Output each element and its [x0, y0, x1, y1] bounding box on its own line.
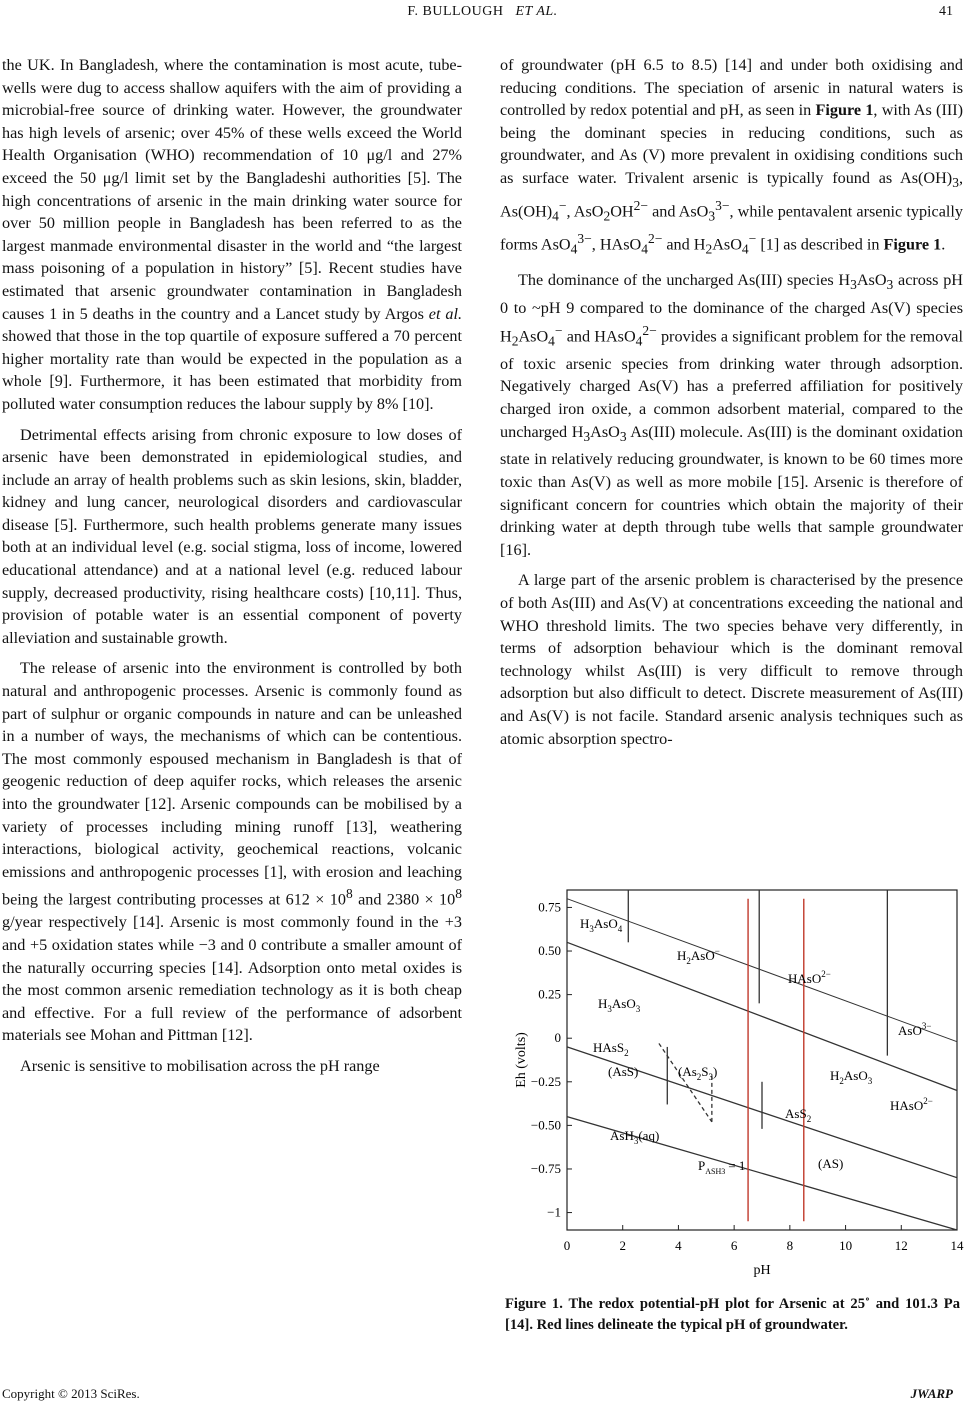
- label-p-ash3: $P_{ASH3} = 1$: [698, 1158, 746, 1176]
- label-as2s3: $(As_2S_3)$: [678, 1064, 718, 1082]
- paragraph: A large part of the arsenic problem is characterised by the presence of both As(III) and As(V) at concentrations exceeding the national and WHO threshold limits. The two species behave very differently, in terms of adsorption behaviour which is the dominant removal technology whilst As(III) is very difficult to remove through adsorption but also difficult to detect. Discrete measurement of As(III) and As(V) is not facile. Standard arsenic analysis techniques such as atomic absorption spectro-: [500, 571, 963, 748]
- x-tick-label: 8: [786, 1238, 794, 1253]
- figure-reference[interactable]: Figure 1: [883, 235, 942, 254]
- label-ash3: AsH$_3$(aq): [610, 1128, 660, 1146]
- header-authors: F. BULLOUGH ET AL.: [407, 4, 558, 19]
- label-as-solid: (AS): [818, 1156, 844, 1171]
- label-h2aso4: $H_2AsO^-$: [677, 946, 720, 966]
- x-tick-label: 4: [675, 1238, 682, 1253]
- page-number: 41: [939, 4, 953, 19]
- paragraph: of groundwater (pH 6.5 to 8.5) [14] and under both oxidising and reducing conditions. The speciation of arsenic in natural waters is controlled by redox potential and pH, as seen in Figure 1, with As (III) being the dominant species in reducing conditions, such as groundwater, and As (V) more prevalent in oxidising conditions such as surface water. Trivalent arsenic is typically found as $As(OH)_3$, $As(OH)_4^-$, $AsO_2OH^{2-}$ and AsO$_3^{3-}$, while pentavalent arsenic typically forms AsO$_4^{3-}$, HAsO$_4^{2-}$ and $H_2AsO_4^-$ [1] as described in Figure 1.: [500, 56, 964, 257]
- x-tick-label: 12: [894, 1238, 908, 1253]
- label-aso4: AsO$^{3-}$: [898, 1021, 932, 1038]
- label-h3aso3: $H_3AsO_3$: [598, 996, 641, 1014]
- left-column: [2, 54, 462, 1086]
- x-tick-label: 10: [839, 1238, 853, 1253]
- eh-ph-diagram: [505, 880, 965, 1280]
- y-tick-label: −0.50: [530, 1117, 561, 1133]
- running-header: [0, 4, 965, 26]
- right-column: [500, 54, 963, 758]
- label-h2aso3: $H_2AsO_3$: [830, 1068, 873, 1086]
- x-tick-label: 6: [730, 1238, 738, 1253]
- plot-frame: [567, 890, 957, 1230]
- label-h3aso4: $H_3AsO_4$: [580, 916, 623, 934]
- figure-caption: Figure 1. The redox potential-pH plot for Arsenic at 25˚ and 101.3 Pa [14]. Red lines delineate the typical pH of groundwater.: [505, 1296, 960, 1333]
- y-tick-label: −1: [547, 1204, 561, 1220]
- copyright: Copyright © 2013 SciRes.: [2, 1386, 140, 1401]
- y-tick-label: −0.25: [530, 1073, 561, 1089]
- label-ass2: AsS$_2$: [785, 1106, 812, 1124]
- x-tick-label: 14: [950, 1238, 964, 1253]
- journal-name: JWARP: [910, 1386, 953, 1401]
- y-tick-label: 0.25: [538, 986, 561, 1002]
- x-tick-label: 0: [563, 1238, 571, 1253]
- paragraph: The dominance of the uncharged As(III) species $H_3AsO_3$ across pH 0 to ~pH 9 compared to the dominance of the charged As(V) species $H_2AsO_4^-$ and HAsO$_4^{2-}$ provides a significant problem for the removal of toxic arsenic species from drinking water through adsorption. Negatively charged As(V) has a preferred affiliation for positively charged iron oxide, a common adsorbent material, compared to the uncharged $H_3AsO_3$ As(III) molecule. As(III) is the dominant oxidation state in relatively reducing groundwater, is known to be 60 times more toxic than As(V) as well as more mobile [15]. Arsenic is therefore of significant concern for countries which obtain the majority of their drinking water at depth through tube wells that sample groundwater [16].: [500, 271, 964, 559]
- y-tick-label: 0: [554, 1030, 561, 1046]
- y-tick-label: 0.75: [538, 899, 561, 915]
- label-hass2: HAsS$_2$: [593, 1040, 629, 1058]
- label-haso3: HAsO$^{2-}$: [890, 1096, 933, 1113]
- paragraph: Detrimental effects arising from chronic exposure to low doses of arsenic have been demonstrated in epidemiological studies, and include an array of health problems such as skin lesions, skin, bladder, kidney and lung cancer, neurological disorders and cardiovascular disease [5]. Furthermore, such health problems generate many issues both at an individual level (e.g. social stigma, loss of income, lowered educational attendance) and at a national level (e.g. reduced labour supply, decreased productivity, rising healthcare costs) [10,11]. Thus, provision of potable water is an essential component of poverty alleviation and sustainable growth.: [2, 425, 462, 647]
- x-axis-label: pH: [753, 1263, 771, 1278]
- paragraph: the UK. In Bangladesh, where the contamination is most acute, tube-wells were dug to access shallow aquifers with the aim of providing a microbial-free source of drinking water. However, the groundwater has high levels of arsenic; over 45% of these wells exceed the World Health Organisation (WHO) recommendation of 10 μg/l and 27% exceed the 50 μg/l limit set by the Bangladeshi authorities [5]. The high concentrations of arsenic in the main drinking water source for over 50 million people in Bangladesh has been referred to as the largest manmade environmental disaster in the world and “the largest mass poisoning of a population in history” [5]. Recent studies have estimated that arsenic groundwater contamination in Bangladesh causes 1 in 5 deaths in the country and a Lancet study by Argos et al. showed that those in the top quartile of exposure suffered a 70 percent higher mortality rate than would be expected in the population as a whole [9]. Furthermore, it has been estimated that morbidity from polluted water consumption reduces the labour supply by 8% [10].: [2, 56, 462, 413]
- x-tick-label: 2: [619, 1238, 626, 1253]
- label-ass: (AsS): [608, 1064, 639, 1079]
- figure-reference[interactable]: Figure 1: [815, 101, 874, 120]
- paragraph: The release of arsenic into the environment is controlled by both natural and anthropogenic processes. Arsenic is commonly found as part of sulphur or organic compounds in nature and can be unleashed in a number of ways, the mechanisms of which can be contentious. The most commonly espoused mechanism in Bangladesh is that of geogenic reduction of deep aquifer rocks, which releases the arsenic into the groundwater [12]. Arsenic compounds can be mobilised by a variety of processes including mining runoff [13], weathering interactions, biological activity, geochemical reactions, volcanic emissions and anthropogenic processes [1], with erosion and leaching being the largest contributing processes at $612 \times 10^8$ and $2380 \times 10^8$ g/year respectively [14]. Arsenic is most commonly found in the +3 and +5 oxidation states while −3 and 0 contribute a smaller amount of the naturally occurring species [14]. Adsorption onto metal oxides is the most common arsenic remediation technology as it is both cheap and effective. For a full review of the performance of adsorbent materials see Mohan and Pittman [12].: [2, 659, 462, 1045]
- label-haso4: HAsO$^{2-}$: [788, 969, 831, 986]
- y-axis-ticks: [531, 899, 572, 1219]
- y-tick-label: −0.75: [530, 1160, 561, 1176]
- paragraph: Arsenic is sensitive to mobilisation across the pH range: [20, 1056, 380, 1075]
- y-tick-label: 0.50: [538, 943, 561, 959]
- y-axis-label: Eh (volts): [514, 1032, 529, 1088]
